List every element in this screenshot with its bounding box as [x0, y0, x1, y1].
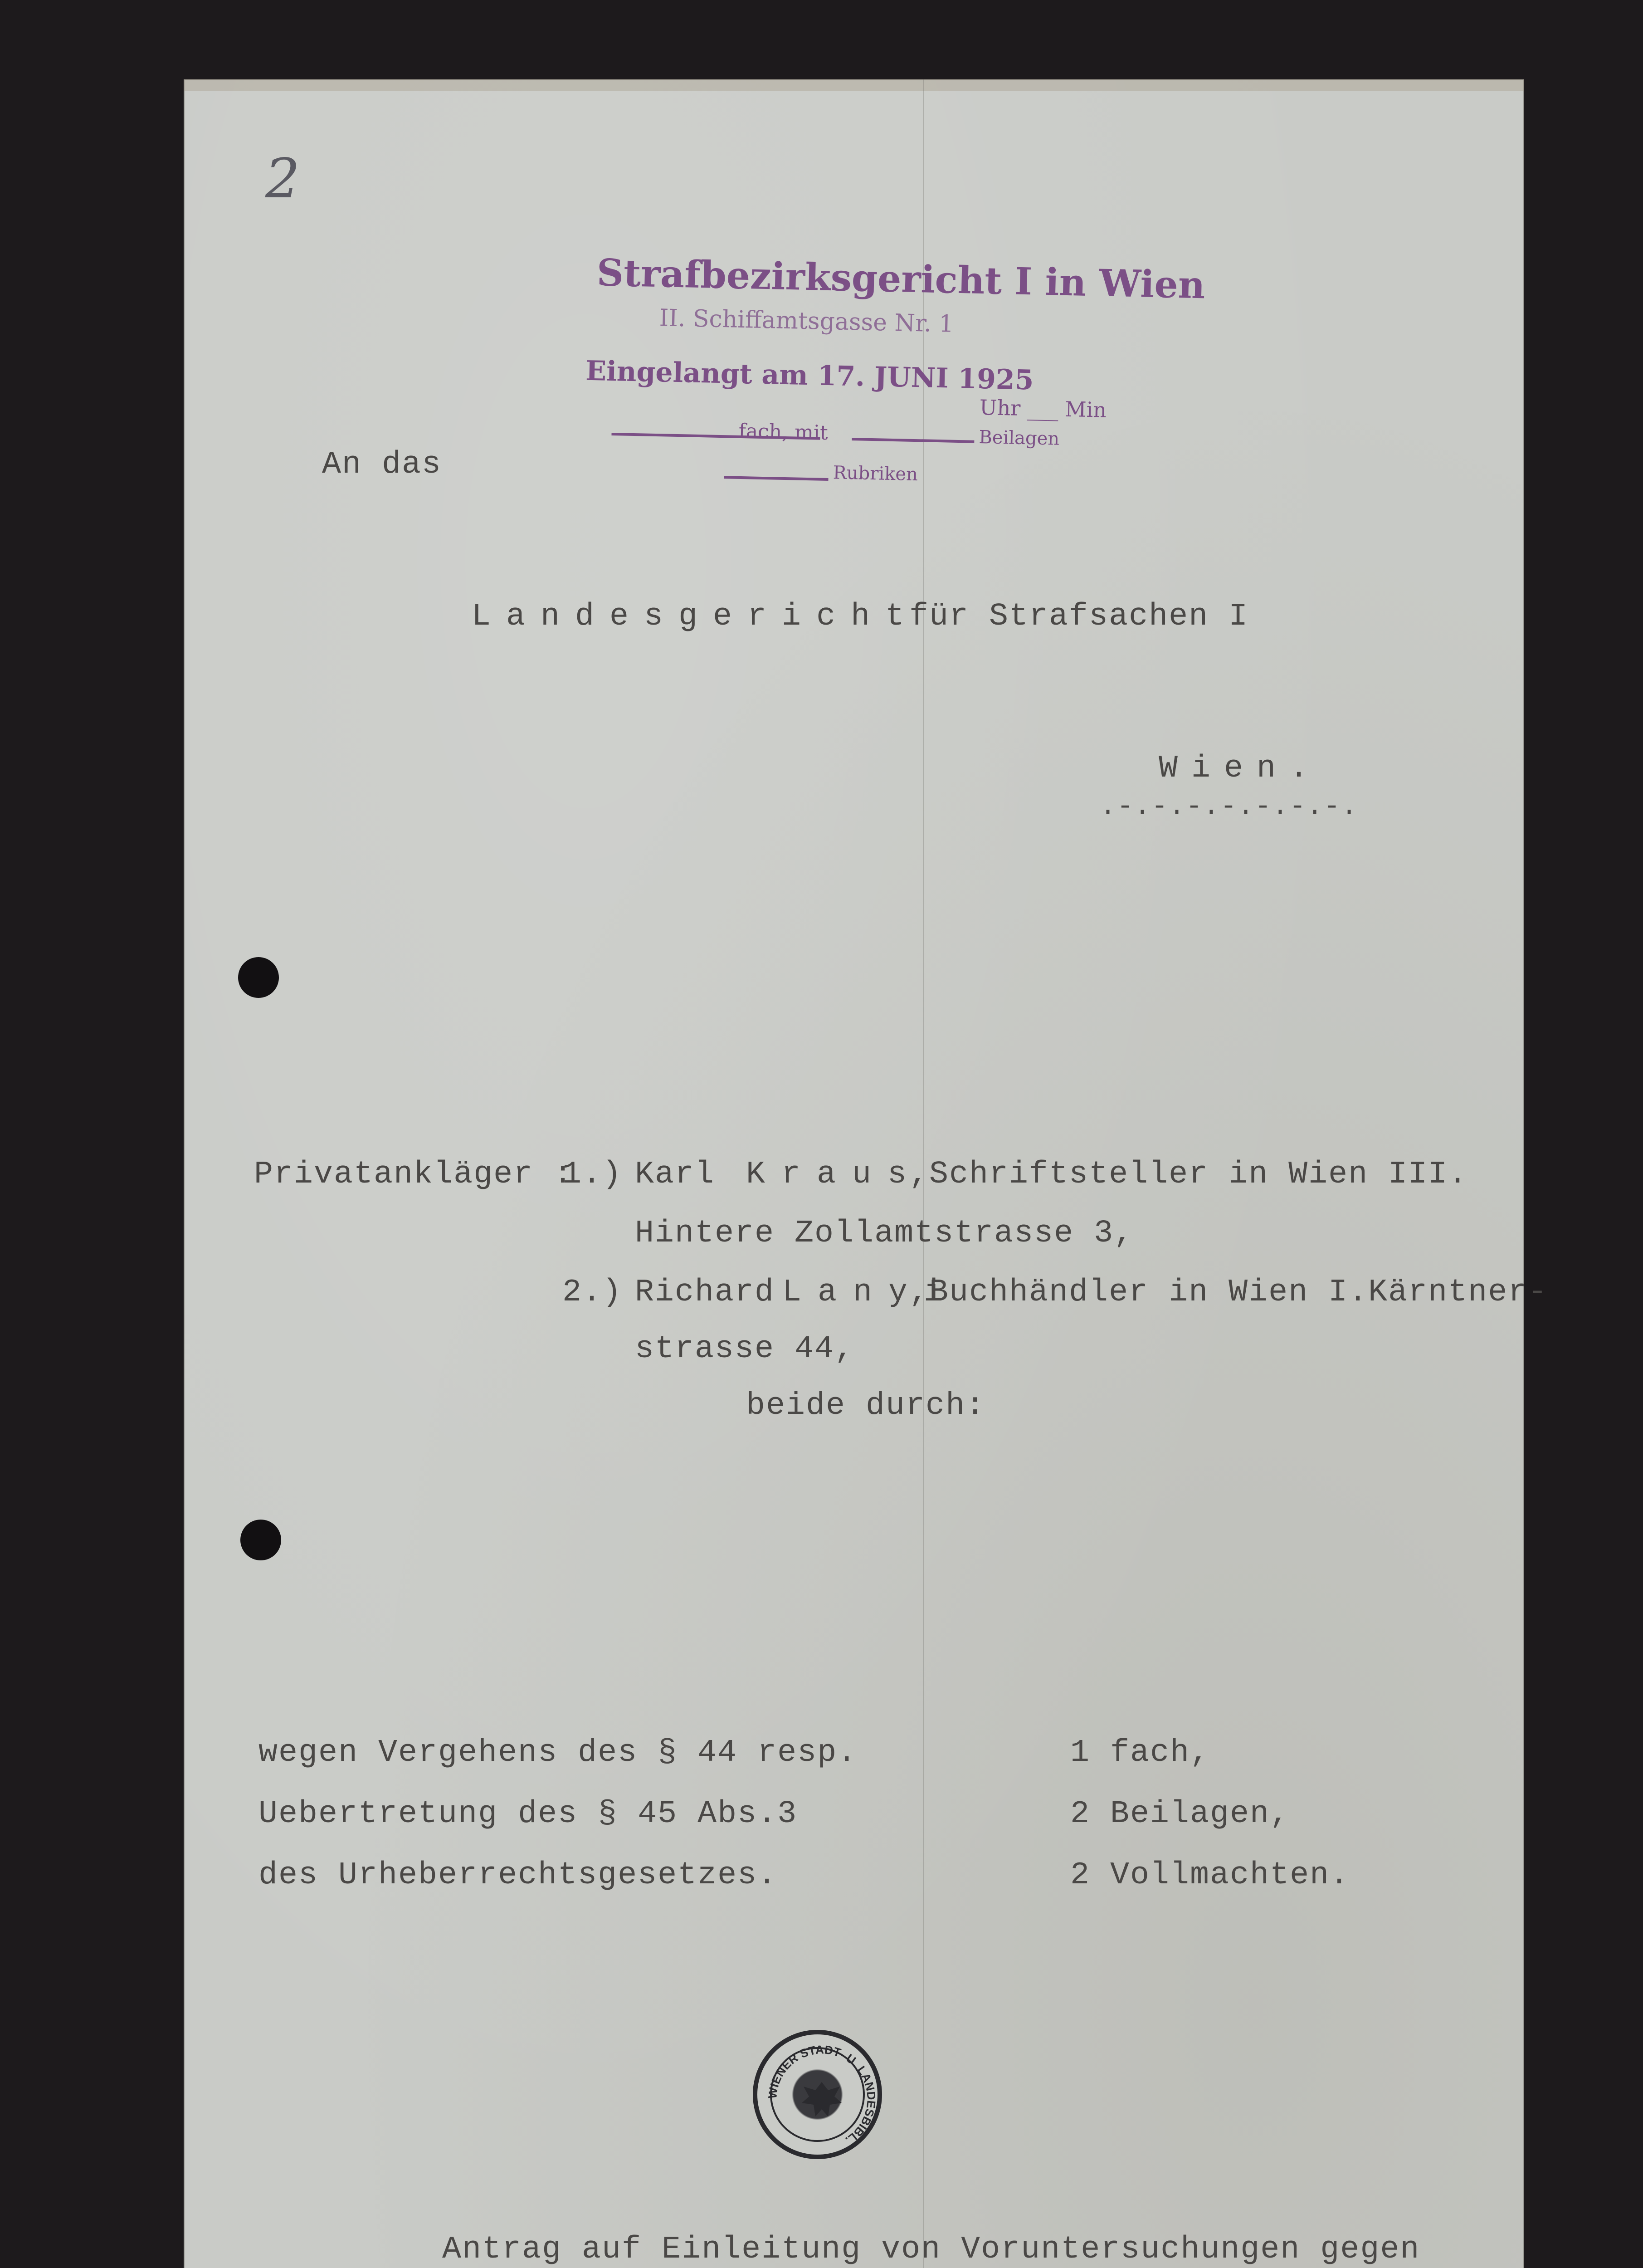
- charge-line-1: wegen Vergehens des § 44 resp.: [258, 1735, 858, 1771]
- paper-edge: [184, 79, 1524, 91]
- charge-line-2: Uebertretung des § 45 Abs.3: [258, 1796, 798, 1832]
- plaintiff-1-first-name: Karl: [635, 1157, 715, 1193]
- handwritten-page-number: 2: [265, 147, 300, 210]
- plaintiff-1-number: 1.): [562, 1157, 623, 1193]
- plaintiff-1-description: ,Schriftsteller in Wien III.: [909, 1157, 1468, 1193]
- seal-text: WIENER STADT- U. LANDESBIBL.: [765, 2043, 878, 2148]
- plaintiff-2-first-name: Richard: [635, 1275, 775, 1310]
- salutation: An das: [322, 447, 442, 483]
- enclosures-line-2: 2 Beilagen,: [1070, 1796, 1290, 1832]
- plaintiff-2-description: ,Buchhändler in Wien I.Kärntner-: [909, 1275, 1548, 1310]
- stamp-beilagen: Beilagen: [979, 426, 1060, 450]
- recipient-city: Wien.: [1159, 751, 1322, 787]
- enclosures-line-1: 1 fach,: [1070, 1735, 1210, 1771]
- library-seal: [753, 2030, 882, 2159]
- eagle-emblem-icon: [802, 2082, 842, 2116]
- recipient-court: Landesgericht: [472, 599, 920, 635]
- plaintiff-2-surname: Lanyi: [782, 1275, 960, 1310]
- punch-hole-bottom: [240, 1520, 281, 1560]
- plaintiff-2-address: strasse 44,: [635, 1331, 855, 1367]
- stamp-court-name: Strafbezirksgericht I in Wien: [596, 251, 1206, 308]
- plaintiff-1-surname: Kraus: [746, 1157, 923, 1193]
- stamp-rule-rubriken: [724, 476, 829, 481]
- stamp-time: Uhr ___ Min: [979, 395, 1107, 422]
- plaintiff-2-number: 2.): [562, 1275, 623, 1310]
- stamp-received-date: Eingelangt am 17. JUNI 1925: [585, 355, 1034, 396]
- stamp-rubriken: Rubriken: [833, 462, 918, 485]
- recipient-court-rest: für Strafsachen I: [909, 599, 1249, 635]
- punch-hole-top: [238, 957, 279, 998]
- plaintiffs-label: Privatankläger :: [254, 1157, 574, 1193]
- enclosures-line-3: 2 Vollmachten.: [1070, 1857, 1350, 1893]
- stamp-court-address: II. Schiffamtsgasse Nr. 1: [659, 304, 954, 338]
- charge-line-3: des Urheberrechtsgesetzes.: [258, 1857, 778, 1893]
- request-line-1: Antrag auf Einleitung von Voruntersuchungen gegen: [442, 2232, 1420, 2268]
- plaintiff-1-address: Hintere Zollamtstrasse 3,: [635, 1216, 1134, 1251]
- city-underline: .-.-.-.-.-.-.-.: [1100, 792, 1359, 822]
- document-page: [184, 79, 1548, 2268]
- representation-line: beide durch:: [746, 1388, 986, 1424]
- seal-text-ring: [757, 2034, 887, 2164]
- stamp-fach: fach, mit: [738, 419, 829, 445]
- stamp-rule-beilagen: [852, 438, 974, 443]
